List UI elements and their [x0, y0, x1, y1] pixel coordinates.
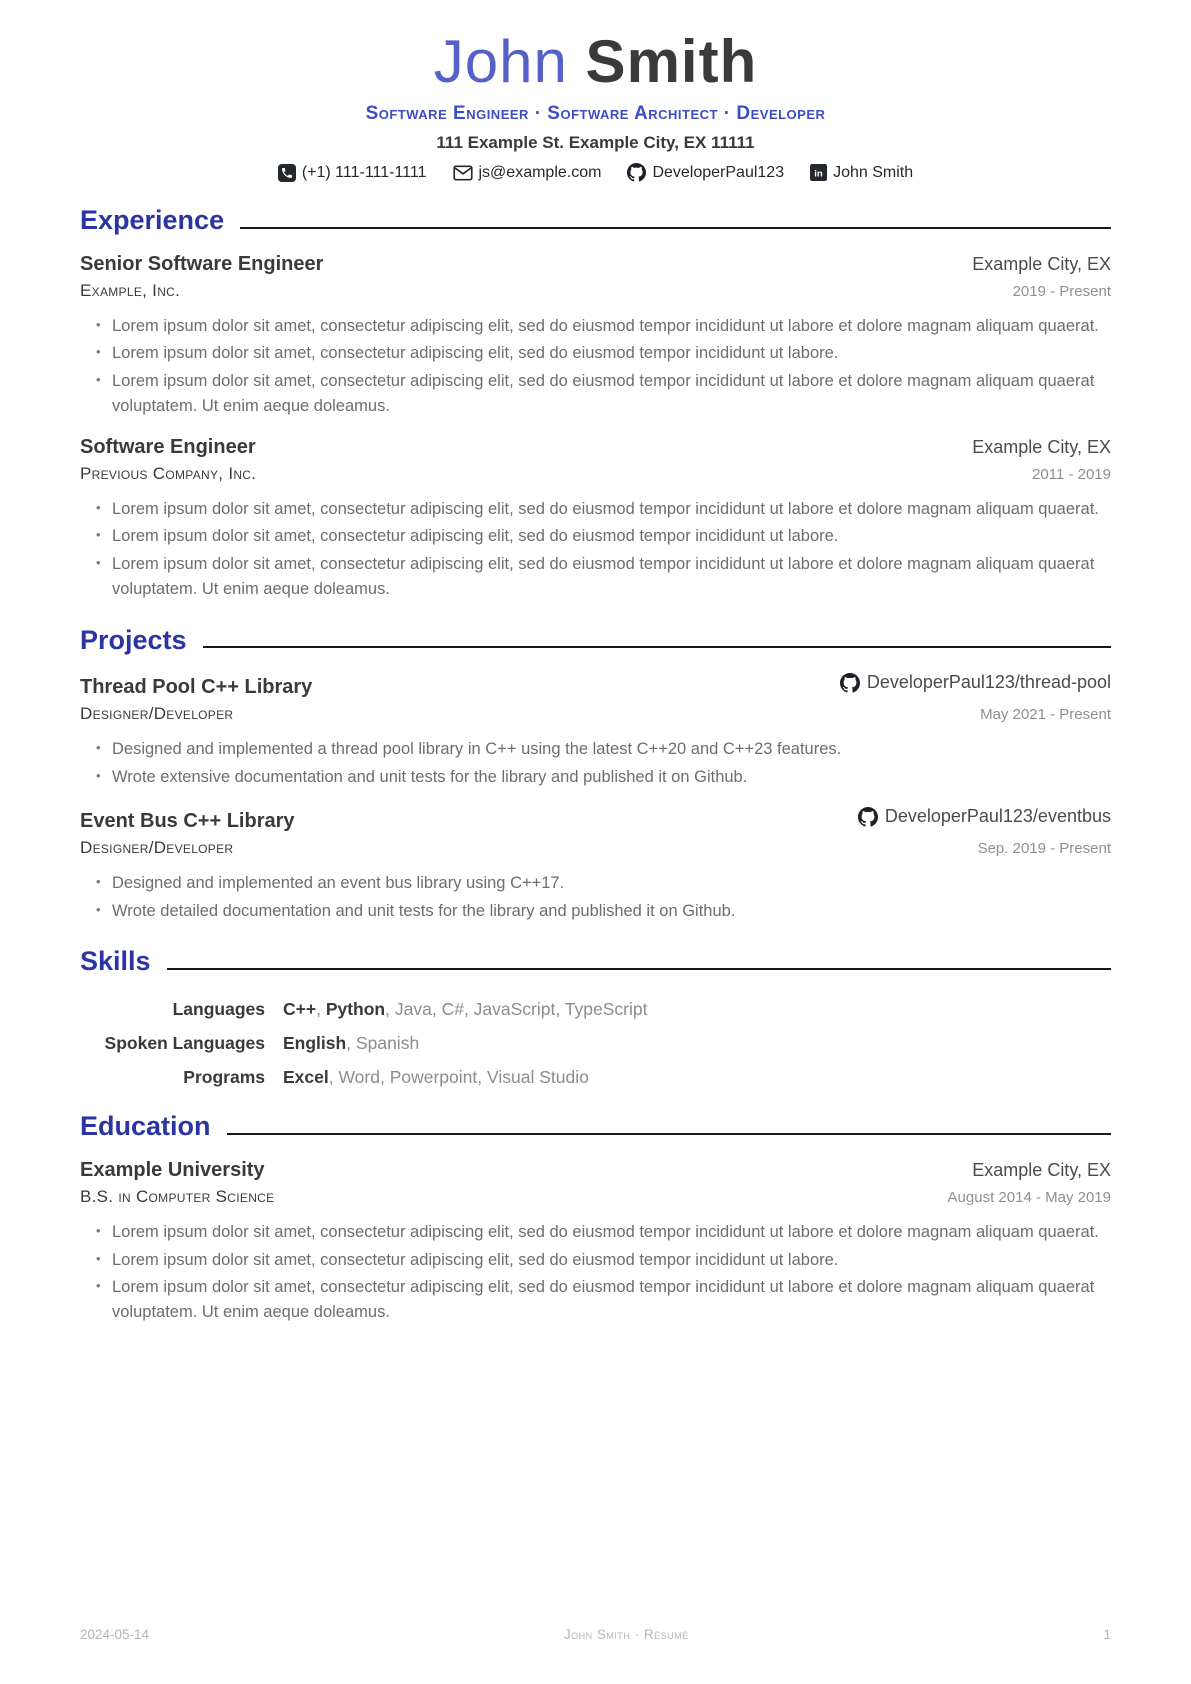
role-subtitle: Software Engineer · Software Architect · Developer [365, 103, 826, 124]
bullet-list [80, 314, 1111, 419]
entry-head [80, 253, 1111, 276]
section-header [80, 206, 1111, 236]
entry-head [80, 806, 1111, 833]
bullet-item: • Lorem ipsum dolor sit amet, consectetur adipiscing elit, sed do eiusmod tempor incididunt ut labore et dolore magnam aliquam quaerat voluptatem. Ut enim aeque doleamus. [96, 369, 1111, 419]
repo-link[interactable] [858, 806, 1111, 827]
bullet-item: • Lorem ipsum dolor sit amet, consectetur adipiscing elit, sed do eiusmod tempor incididunt ut labore et dolore magnam aliquam quaerat. [96, 1220, 1111, 1245]
entry [80, 253, 1111, 419]
contact-linkedin[interactable] [810, 164, 913, 182]
svg-text:in: in [814, 168, 823, 180]
entry-location [972, 1160, 1111, 1181]
separator: , [555, 999, 565, 1020]
entry-title: Senior Software Engineer [80, 252, 324, 275]
bullet-item: • Lorem ipsum dolor sit amet, consectetur adipiscing elit, sed do eiusmod tempor incididunt ut labore et dolore magnam aliquam quaerat. [96, 314, 1111, 339]
skill-item: C++ [283, 999, 317, 1020]
entry-sub-row [80, 704, 1111, 724]
skill-item: Powerpoint [389, 1067, 478, 1088]
entry-sub-row [80, 838, 1111, 858]
linkedin-icon [810, 164, 827, 181]
skill-item: Spanish [355, 1033, 420, 1054]
entry-head [80, 436, 1111, 459]
resume-body [80, 206, 1111, 1325]
entry-title: Software Engineer [80, 435, 256, 458]
entry [80, 806, 1111, 923]
skill-item: TypeScript [564, 999, 648, 1020]
bullet-list [80, 497, 1111, 602]
bullet-list [80, 1220, 1111, 1325]
entry-location [972, 254, 1111, 275]
phone-icon [278, 164, 296, 182]
separator: , [477, 1067, 487, 1088]
entry-subtitle: Previous Company, Inc. [80, 463, 257, 483]
bullet-item: • Lorem ipsum dolor sit amet, consectetur adipiscing elit, sed do eiusmod tempor incididunt ut labore. [96, 1248, 1111, 1273]
entry-date-range: August 2014 - May 2019 [947, 1188, 1111, 1206]
section-skills [80, 947, 1111, 1088]
section-title: Skills [80, 946, 151, 977]
contact-email-text: js@example.com [478, 163, 602, 181]
footer-date: 2024-05-14 [80, 1627, 150, 1642]
separator: , [385, 999, 395, 1020]
bullet-list [80, 871, 1111, 924]
section-title: Projects [80, 624, 187, 655]
skill-category-label: Spoken Languages [104, 1033, 265, 1054]
skill-item: English [283, 1033, 347, 1054]
repo-link-text: DeveloperPaul123/thread-pool [866, 672, 1111, 693]
section-header [80, 626, 1111, 656]
contact-github[interactable] [627, 163, 784, 182]
address-line: 111 Example St. Example City, EX 11111 [436, 133, 755, 152]
entry-head [80, 672, 1111, 699]
repo-link-text: DeveloperPaul123/eventbus [884, 806, 1111, 827]
entry-location-text: Example City, EX [972, 253, 1111, 274]
bullet-item: • Lorem ipsum dolor sit amet, consectetur adipiscing elit, sed do eiusmod tempor incididunt ut labore et dolore magnam aliquam quaerat. [96, 497, 1111, 522]
page-footer [80, 1627, 1111, 1642]
repo-link[interactable] [840, 672, 1111, 693]
separator: , [328, 1067, 339, 1088]
skill-item: Word [338, 1067, 380, 1088]
section-title: Experience [80, 205, 225, 235]
entry-subtitle: Designer/Developer [80, 837, 234, 857]
entry-sub-row [80, 281, 1111, 301]
bullet-item: • Designed and implemented a thread pool library in C++ using the latest C++20 and C++23 features. [96, 737, 1111, 762]
section-projects [80, 626, 1111, 924]
skill-values [283, 1067, 1111, 1088]
entry-location-text: Example City, EX [972, 436, 1111, 457]
footer-page-number: 1 [1103, 1627, 1111, 1642]
section-title: Education [80, 1111, 211, 1142]
section-rule [227, 1133, 1111, 1135]
bullet-item: • Lorem ipsum dolor sit amet, consectetur adipiscing elit, sed do eiusmod tempor incididunt ut labore. [96, 341, 1111, 366]
github-icon [840, 673, 860, 693]
skill-item: JavaScript [473, 999, 556, 1020]
resume-header [80, 30, 1111, 182]
section-rule [167, 968, 1111, 970]
separator: , [346, 1033, 356, 1054]
skill-item: C# [441, 999, 464, 1020]
skill-category-label: Programs [183, 1067, 265, 1088]
entry-location [972, 437, 1111, 458]
entry-subtitle: Example, Inc. [80, 280, 181, 300]
separator: , [431, 999, 442, 1020]
skill-item: Python [325, 999, 386, 1020]
bullet-item: • Wrote detailed documentation and unit tests for the library and published it on Github. [96, 899, 1111, 924]
contact-phone[interactable] [278, 164, 427, 182]
section-header [80, 947, 1111, 977]
footer-title: John Smith · Résumé [563, 1627, 689, 1642]
skill-values [283, 1033, 1111, 1054]
entry-date-range: 2019 - Present [1012, 282, 1111, 300]
entry [80, 672, 1111, 789]
skill-item: Java [394, 999, 432, 1020]
entry-subtitle: B.S. in Computer Science [80, 1186, 275, 1206]
section-rule [203, 646, 1111, 648]
skill-item: Excel [283, 1067, 329, 1088]
separator: , [379, 1067, 390, 1088]
entry-date-range: May 2021 - Present [980, 705, 1111, 723]
bullet-item: • Lorem ipsum dolor sit amet, consectetur adipiscing elit, sed do eiusmod tempor incididunt ut labore. [96, 524, 1111, 549]
email-icon [453, 164, 473, 182]
entry-head [80, 1159, 1111, 1182]
section-education [80, 1112, 1111, 1325]
entry-sub-row [80, 1187, 1111, 1207]
entry-title: Event Bus C++ Library [80, 809, 295, 832]
entry-location-text: Example City, EX [972, 1159, 1111, 1180]
github-icon [858, 807, 878, 827]
contact-row [80, 163, 1111, 182]
section-experience [80, 206, 1111, 602]
contact-github-text: DeveloperPaul123 [652, 163, 785, 181]
last-name: Smith [585, 28, 758, 95]
github-icon [627, 163, 646, 182]
contact-email[interactable] [453, 164, 602, 182]
skill-values [283, 999, 1111, 1020]
entry [80, 436, 1111, 602]
bullet-list [80, 737, 1111, 790]
bullet-item: • Lorem ipsum dolor sit amet, consectetur adipiscing elit, sed do eiusmod tempor incididunt ut labore et dolore magnam aliquam quaerat voluptatem. Ut enim aeque doleamus. [96, 552, 1111, 602]
contact-linkedin-text: John Smith [833, 163, 914, 181]
contact-phone-text: (+1) 111-111-1111 [301, 163, 427, 181]
entry-title: Example University [80, 1158, 265, 1181]
entry-date-range: 2011 - 2019 [1032, 465, 1111, 483]
separator: , [316, 999, 326, 1020]
skills-table [80, 999, 1111, 1088]
bullet-item: • Lorem ipsum dolor sit amet, consectetur adipiscing elit, sed do eiusmod tempor incididunt ut labore et dolore magnam aliquam quaerat voluptatem. Ut enim aeque doleamus. [96, 1275, 1111, 1325]
entry-title: Thread Pool C++ Library [80, 675, 313, 698]
full-name [80, 30, 1111, 93]
section-header [80, 1112, 1111, 1142]
entry-subtitle: Designer/Developer [80, 703, 234, 723]
entry-date-range: Sep. 2019 - Present [977, 839, 1111, 857]
bullet-item: • Wrote extensive documentation and unit tests for the library and published it on Github. [96, 765, 1111, 790]
section-rule [240, 227, 1111, 229]
first-name: John [433, 28, 568, 95]
entry [80, 1159, 1111, 1325]
separator: , [463, 999, 474, 1020]
skill-item: Visual Studio [487, 1067, 589, 1088]
bullet-item: • Designed and implemented an event bus library using C++17. [96, 871, 1111, 896]
entry-sub-row [80, 464, 1111, 484]
skill-category-label: Languages [172, 999, 265, 1020]
